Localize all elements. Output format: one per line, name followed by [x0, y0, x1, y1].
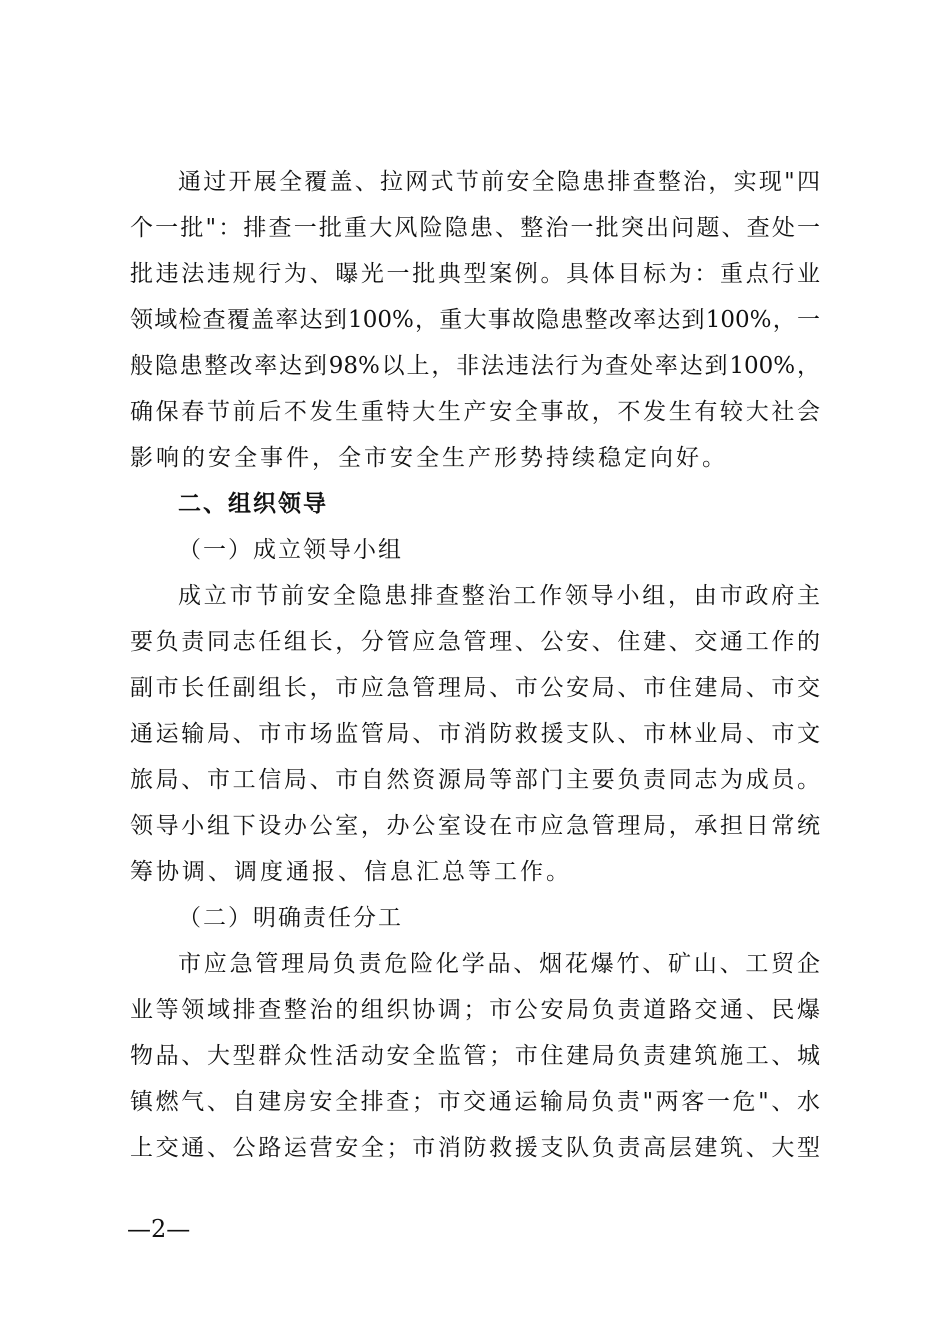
paragraph-line: 物品、大型群众性活动安全监管；市住建局负责建筑施工、城	[130, 1043, 820, 1069]
paragraph-line: 市应急管理局负责危险化学品、烟花爆竹、矿山、工贸企	[178, 951, 820, 977]
paragraph-line: 通过开展全覆盖、拉网式节前安全隐患排查整治，实现"四	[178, 169, 820, 195]
paragraph-line: 成立市节前安全隐患排查整治工作领导小组，由市政府主	[178, 583, 820, 609]
page-number: —2—	[127, 1215, 191, 1243]
page-body	[130, 159, 820, 1171]
subsection-heading: （二）明确责任分工	[178, 905, 403, 931]
paragraph-line: 筹协调、调度通报、信息汇总等工作。	[130, 859, 572, 885]
paragraph-line: 业等领域排查整治的组织协调；市公安局负责道路交通、民爆	[130, 997, 820, 1023]
paragraph-line: 旅局、市工信局、市自然资源局等部门主要负责同志为成员。	[130, 767, 820, 793]
paragraph-line: 领域检查覆盖率达到100%，重大事故隐患整改率达到100%，一	[130, 307, 820, 333]
paragraph-line: 般隐患整改率达到98%以上，非法违法行为查处率达到100%，	[130, 353, 820, 379]
paragraph-line: 确保春节前后不发生重特大生产安全事故，不发生有较大社会	[130, 399, 820, 425]
paragraph-line: 副市长任副组长，市应急管理局、市公安局、市住建局、市交	[130, 675, 820, 701]
section-heading: 二、组织领导	[178, 491, 328, 517]
paragraph-line: 镇燃气、自建房安全排查；市交通运输局负责"两客一危"、水	[130, 1089, 820, 1115]
paragraph-line: 批违法违规行为、曝光一批典型案例。具体目标为：重点行业	[130, 261, 820, 287]
paragraph-line: 个一批"：排查一批重大风险隐患、整治一批突出问题、查处一	[130, 215, 820, 241]
paragraph-line: 上交通、公路运营安全；市消防救援支队负责高层建筑、大型	[130, 1135, 820, 1161]
paragraph-line: 要负责同志任组长，分管应急管理、公安、住建、交通工作的	[130, 629, 820, 655]
subsection-heading: （一）成立领导小组	[178, 537, 403, 563]
paragraph-line: 影响的安全事件，全市安全生产形势持续稳定向好。	[130, 445, 728, 471]
paragraph-line: 通运输局、市市场监管局、市消防救援支队、市林业局、市文	[130, 721, 820, 747]
paragraph-line: 领导小组下设办公室，办公室设在市应急管理局，承担日常统	[130, 813, 820, 839]
